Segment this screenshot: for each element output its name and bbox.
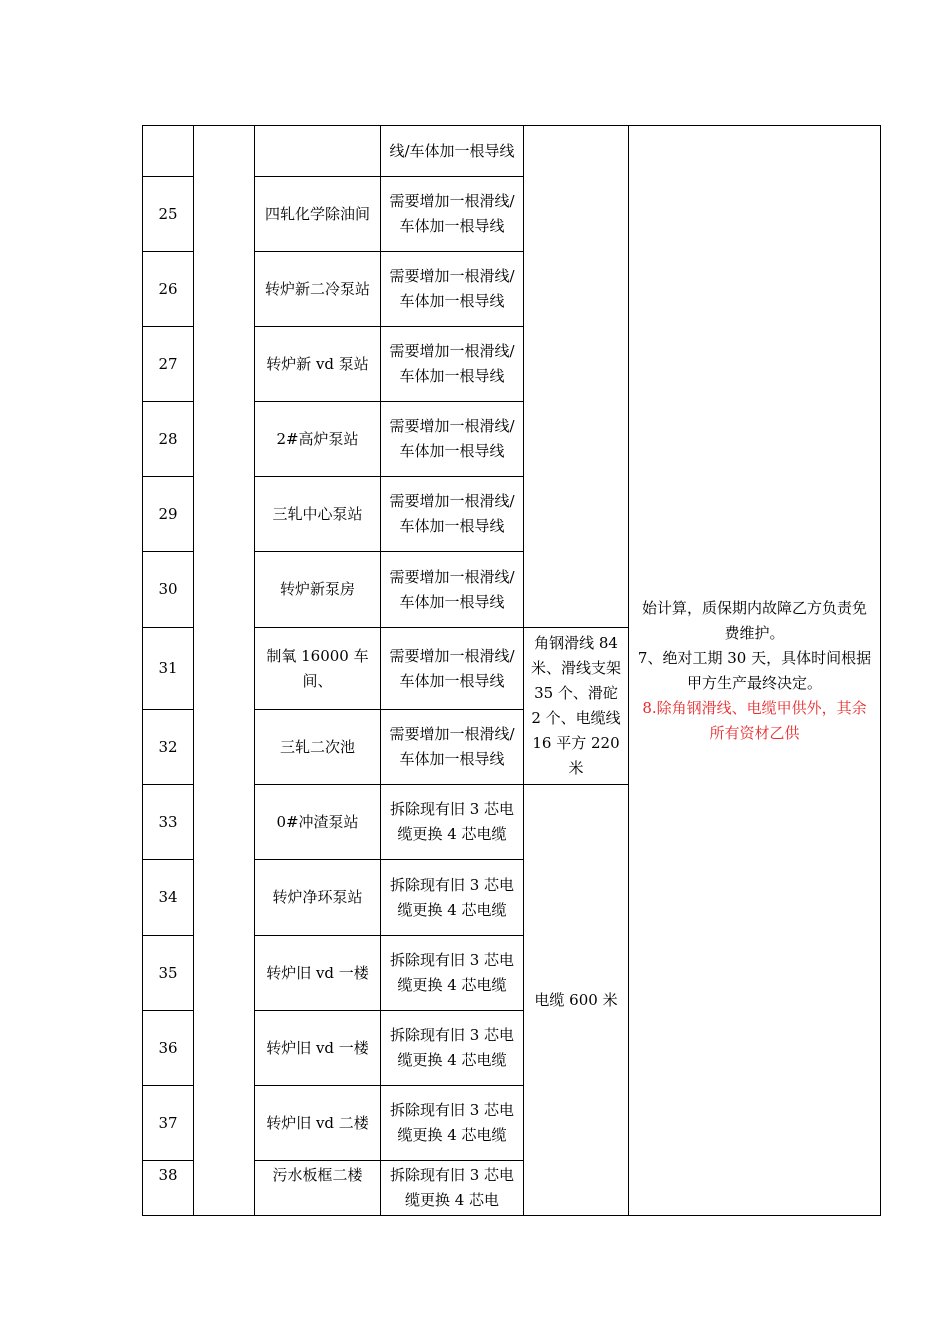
row-location: 转炉旧 vd 一楼: [255, 1011, 381, 1086]
row-requirement: 需要增加一根滑线/车体加一根导线: [381, 252, 524, 327]
note-line-highlight: 8.除角钢滑线、电缆甲供外，其余所有资材乙供: [642, 698, 867, 742]
row-number: 38: [143, 1161, 194, 1216]
row-number: 26: [143, 252, 194, 327]
note-line: 7、绝对工期 30 天，具体时间根据甲方生产最终决定。: [637, 648, 872, 692]
row-number: 37: [143, 1086, 194, 1161]
row-location: 三轧中心泵站: [255, 477, 381, 552]
row-location: 三轧二次池: [255, 710, 381, 785]
row-number: [143, 126, 194, 177]
row-number: 34: [143, 860, 194, 936]
row-number: 32: [143, 710, 194, 785]
row-number: 28: [143, 402, 194, 477]
row-number: 35: [143, 936, 194, 1011]
row-location: 转炉新泵房: [255, 552, 381, 628]
row-number: 36: [143, 1011, 194, 1086]
row-requirement: 线/车体加一根导线: [381, 126, 524, 177]
note-line: 始计算，质保期内故障乙方负责免费维护。: [641, 598, 867, 642]
work-items-table: [142, 125, 881, 1216]
blank-column: [194, 126, 255, 1216]
row-location: 转炉旧 vd 一楼: [255, 936, 381, 1011]
row-requirement: 需要增加一根滑线/车体加一根导线: [381, 177, 524, 252]
row-requirement: 需要增加一根滑线/车体加一根导线: [381, 402, 524, 477]
row-requirement: 需要增加一根滑线/车体加一根导线: [381, 710, 524, 785]
material-cell-cable: 电缆 600 米: [524, 785, 629, 1216]
row-requirement: 需要增加一根滑线/车体加一根导线: [381, 628, 524, 710]
row-location: 转炉净环泵站: [255, 860, 381, 936]
row-requirement: 拆除现有旧 3 芯电缆更换 4 芯电缆: [381, 860, 524, 936]
row-requirement: 拆除现有旧 3 芯电缆更换 4 芯电缆: [381, 1086, 524, 1161]
material-cell-steel: 角钢滑线 84 米、滑线支架 35 个、滑砣 2 个、电缆线 16 平方 220 米: [524, 628, 629, 785]
row-location: 转炉旧 vd 二楼: [255, 1086, 381, 1161]
row-number: 25: [143, 177, 194, 252]
row-requirement: 拆除现有旧 3 芯电缆更换 4 芯电缆: [381, 936, 524, 1011]
row-requirement: 拆除现有旧 3 芯电缆更换 4 芯电: [381, 1161, 524, 1216]
notes-cell: [629, 126, 881, 1216]
row-requirement: 需要增加一根滑线/车体加一根导线: [381, 327, 524, 402]
row-number: 31: [143, 628, 194, 710]
row-location: 转炉新二冷泵站: [255, 252, 381, 327]
row-location: [255, 126, 381, 177]
row-requirement: 需要增加一根滑线/车体加一根导线: [381, 477, 524, 552]
row-location: 0#冲渣泵站: [255, 785, 381, 860]
row-requirement: 拆除现有旧 3 芯电缆更换 4 芯电缆: [381, 1011, 524, 1086]
row-location: 2#高炉泵站: [255, 402, 381, 477]
row-number: 27: [143, 327, 194, 402]
row-requirement: 需要增加一根滑线/车体加一根导线: [381, 552, 524, 628]
row-location: 污水板框二楼: [255, 1161, 381, 1216]
row-location: 四轧化学除油间: [255, 177, 381, 252]
row-number: 30: [143, 552, 194, 628]
row-number: 33: [143, 785, 194, 860]
row-location: 制氧 16000 车间、: [255, 628, 381, 710]
material-cell-blank: [524, 126, 629, 628]
row-number: 29: [143, 477, 194, 552]
table-row: [143, 126, 881, 177]
row-requirement: 拆除现有旧 3 芯电缆更换 4 芯电缆: [381, 785, 524, 860]
row-location: 转炉新 vd 泵站: [255, 327, 381, 402]
